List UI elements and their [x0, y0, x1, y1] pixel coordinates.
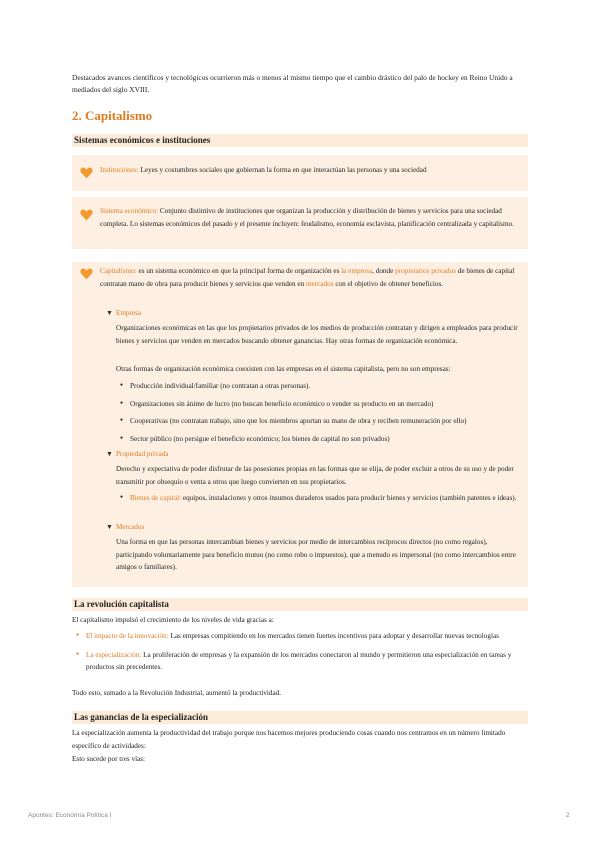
- subsection-heading: La revolución capitalista: [72, 598, 528, 611]
- text-run: es un sistema económico en que la principal forma de organización es: [136, 267, 342, 275]
- text-run: de bienes de capital contratan mano de obra para producir bienes y servicios que venden en: [100, 267, 515, 288]
- list-item: ● Organizaciones sin ánimo de lucro (no buscan beneficio económico o vender su producto en un mercado): [120, 398, 518, 411]
- keyword-empresa: la empresa: [341, 267, 373, 275]
- text-run: , donde: [372, 267, 396, 275]
- list-item: ● Producción individual/familiar (no contratan a otras personas).: [120, 380, 518, 393]
- term-label: El impacto de la innovación:: [86, 632, 169, 640]
- heart-icon: [80, 167, 93, 179]
- toggle-mercados[interactable]: [106, 521, 144, 534]
- footer-title: Apuntes: Economía Política I: [28, 812, 112, 819]
- rev-list: [76, 630, 528, 674]
- list-item: [76, 630, 528, 643]
- toggle-propiedad-privada[interactable]: [106, 448, 168, 461]
- propiedad-list: [120, 492, 518, 505]
- rev-intro: El capitalismo impulsó el crecimiento de los niveles de vida gracias a:: [72, 616, 274, 624]
- keyword-propietarios: propietarios privados: [395, 267, 456, 275]
- term-label: Bienes de capital:: [130, 494, 182, 502]
- term-label: Instituciones:: [100, 166, 139, 174]
- callout-instituciones: [72, 155, 528, 191]
- subsection-heading: Sistemas económicos e instituciones: [72, 134, 528, 147]
- toggle-title: Empresa: [115, 309, 142, 317]
- term-definition: equipos, instalaciones y otros insumos duraderos usados para producir bienes y servicios (también patentes e ideas).: [181, 494, 517, 502]
- term-definition: Las empresas compitiendo en los mercados tienen fuertes incentivos para adoptar y desarrollar nuevas tecnologías: [168, 632, 499, 640]
- triangle-down-icon: ▼: [106, 523, 113, 531]
- list-item: [76, 649, 528, 674]
- esp-paragraph-2: Esto sucede por tres vías:: [72, 755, 146, 763]
- text-run: con el objetivo de obtener beneficios.: [333, 279, 444, 288]
- page-number: 2: [566, 812, 570, 819]
- subsection-heading: Las ganancias de la especialización: [72, 711, 528, 724]
- esp-paragraph: La especialización aumenta la productividad del trabajo porque nos hacemos mejores produciendo cosas cuando nos centramos en un número limitado específico de actividades:: [72, 729, 506, 750]
- callout-sistema-economico: [72, 197, 528, 249]
- toggle-title: Mercados: [115, 523, 145, 531]
- heart-icon: [80, 209, 93, 221]
- triangle-down-icon: ▼: [106, 450, 113, 458]
- section-title: 2. Capitalismo: [72, 108, 153, 123]
- toggle-title: Propiedad privada: [115, 450, 169, 458]
- list-item: ● Cooperativas (no contratan trabajo, sino que los miembros aportan su mano de obra y reciben remuneración por ello): [120, 415, 518, 428]
- term-label: La especialización:: [86, 650, 142, 659]
- propiedad-paragraph: Derecho y expectativa de poder disfrutar de las posesiones propias en las formas que se elija, de poder excluir a otros de su uso y de poder transmitir por obsequio o venta a otros que luego convierten en sus propietarios.: [116, 465, 514, 486]
- term-definition: La proliferación de empresas y la expansión de los mercados conectaron al mundo y permitieron una especialización en tareas y productos sin precedentes.: [86, 650, 512, 671]
- list-item: [120, 492, 518, 505]
- callout-capitalismo: [72, 262, 528, 587]
- mercados-paragraph: Una forma en que las personas intercambian bienes y servicios por medio de intercambios recíprocos directos (no como regalos), participando voluntariamente para beneficio mutuo (no como robo o impuestos), que a menudo es impersonal (no como intercambios entre amigos o familiares).: [116, 538, 516, 571]
- empresa-list: [120, 380, 518, 445]
- heart-icon: [80, 268, 93, 280]
- term-definition: Leyes y costumbres sociales que gobiernan la forma en que interactúan las personas y una sociedad: [138, 166, 427, 174]
- intro-paragraph: Destacados avances científicos y tecnológicos ocurrieron más o menos al mismo tiempo que el cambio drástico del palo de hockey en Reino Unido a mediados del siglo XVIII.: [72, 73, 513, 94]
- term-label: Sistema económico:: [100, 207, 159, 215]
- keyword-mercados: mercados: [305, 279, 334, 288]
- toggle-empresa[interactable]: [106, 307, 141, 320]
- empresa-paragraph-2: Otras formas de organización económica coexisten con las empresas en el sistema capitalista, pero no son empresas:: [116, 365, 451, 373]
- empresa-paragraph: Organizaciones económicas en las que los propietarios privados de los medios de producción contratan y dirigen a empleados para producir bienes y servicios que venden en mercados buscando obtener ganancias. Hay otras formas de organización económica.: [116, 324, 518, 345]
- term-label: Capitalismo:: [100, 267, 137, 275]
- term-definition: Conjunto distintivo de instituciones que organizan la producción y distribución de bienes y servicios para una sociedad completa. Lo sistemas económicos del pasado y el presente incluyen: feudalismo, economía esclavista, planificación centralizada y capitalismo.: [100, 207, 514, 228]
- list-item: ● Sector público (no persigue el beneficio económico; los bienes de capital no son privados): [120, 433, 518, 446]
- rev-outro: Todo esto, sumado a la Revolución Industrial, aumentó la productividad.: [72, 689, 282, 697]
- triangle-down-icon: ▼: [106, 309, 113, 317]
